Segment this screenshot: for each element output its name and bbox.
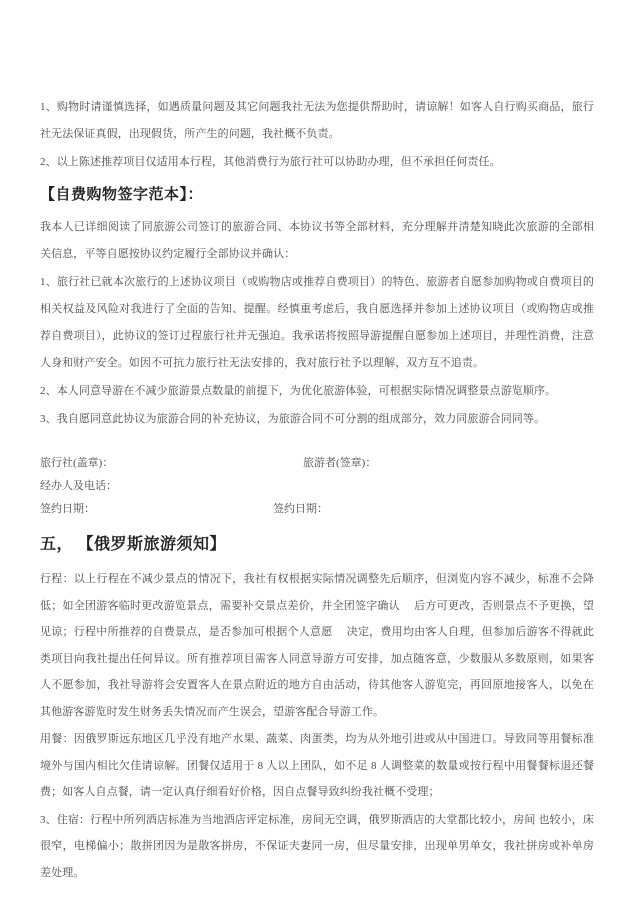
notice-hotel-paragraph: 3、住宿：行程中所列酒店标准为当地酒店评定标准，房间无空调，俄罗斯酒店的大堂都比较小，房间 也较小，床很窄，电梯偏小；散拼团因为是散客拼房，不保证夫妻同一房，但尽量安排，出现单男单女，我社拼房或补单房差处理。 [40,813,594,879]
sample-intro-paragraph: 我本人已详细阅读了同旅游公司签订的旅游合同、本协议书等全部材料，充分理解并清楚知晓此次旅游的全部相关信息，平等自愿按协议约定履行全部协议并确认： [40,221,594,260]
section-heading-russia-travel-notice: 五， 【俄罗斯旅游须知】 [40,536,227,553]
notice-section [40,566,594,886]
signature-row-parties [40,452,594,475]
sample-clause-2: 2、本人同意导游在不减少旅游景点数量的前提下，为优化旅游体验，可根据实际情况调整景点游览顺序。 [40,385,557,397]
signature-block [40,452,594,521]
shopping-note-2: 2、以上陈述推荐项目仅适用本行程，其他消费行为旅行社可以协助办理，但不承担任何责任。 [40,156,501,168]
sample-clause-3: 3、我自愿同意此协议为旅游合同的补充协议，为旅游合同不可分割的组成部分，效力同旅游合同同等。 [40,413,546,425]
agency-seal-label: 旅行社(盖章)： [40,457,114,469]
notice-meals-paragraph: 用餐：因俄罗斯远东地区几乎没有地产水果、蔬菜、肉蛋类，均为从外地引进或从中国进口。导致同等用餐标准境外与国内相比欠佳请谅解。团餐仅适用于 8 人以上团队，如不足 8 人调整菜的数量或按行程中用餐餐标退还餐费；如客人自点餐，请一定认真仔细看好价格，因自点餐导致纠纷我社概不受理； [40,733,594,798]
sign-date-right-label: 签约日期： [273,503,328,515]
document-content [40,94,594,886]
tourist-sign-label: 旅游者(签章)： [303,457,377,469]
signature-row-dates [40,498,594,521]
section-heading-self-pay-shopping-sample: 【自费购物签字范本】： [40,187,204,203]
handler-phone-label: 经办人及电话： [40,480,117,492]
sample-clause-1: 1、旅行社已就本次旅行的上述协议项目（或购物店或推荐自费项目）的特色、旅游者自愿参加购物或自费项目的相关权益及风险对我进行了全面的告知、提醒。经慎重考虑后，我自愿选择并参加上述协议项目（或购物店或推荐自费项目），此协议的签订过程旅行社并无强迫。我承诺将按照导游提醒自愿参加上述项目，并理性消费，注意人身和财产安全。如因不可抗力旅行社无法安排的，我对旅行社予以理解，双方互不追责。 [40,276,594,369]
shopping-note-1: 1、购物时请谨慎选择，如遇质量问题及其它问题我社无法为您提供帮助时，请谅解！如客人自行购买商品，旅行社无法保证真假，出现假货，所产生的问题，我社概不负责。 [40,101,594,140]
notice-itinerary-paragraph: 行程：以上行程在不减少景点的情况下，我社有权根据实际情况调整先后顺序，但浏览内容不减少，标准不会降低；如全团游客临时更改游览景点，需要补交景点差价，并全团签字确认 后方可更改，否则景点不予更换，望见谅；行程中所推荐的自费景点，是否参加可根据个人意愿 决定，费用均由客人自理，但参加后游客不得就此类项目向我社提出任何异议。所有推荐项目需客人同意导游方可安排，加点随客意，少数服从多数原则，如果客人不愿参加，我社导游将会安置客人在景点附近的地方自由活动，待其他客人游览完，再回原地接客人，以免在其他游客游览时发生财务丢失情况而产生误会，望游客配合导游工作。 [40,573,594,718]
sign-date-left-label: 签约日期： [40,503,95,515]
signature-row-handler [40,475,594,498]
